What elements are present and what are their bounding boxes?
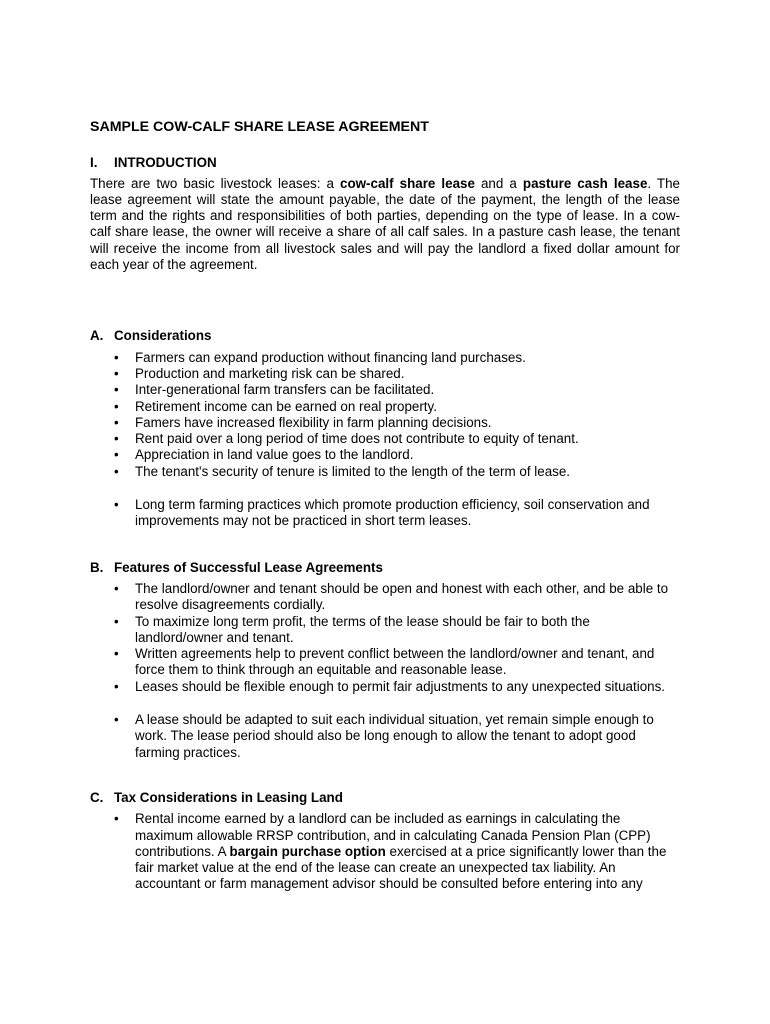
- bullet-icon: •: [114, 431, 119, 447]
- bullet-icon: •: [114, 646, 119, 662]
- bullet-icon: •: [114, 463, 119, 479]
- document-title: SAMPLE COW-CALF SHARE LEASE AGREEMENT: [90, 119, 429, 135]
- intro-text-2: and a: [474, 175, 523, 191]
- section-c-heading-text: Tax Considerations in Leasing Land: [114, 789, 343, 805]
- section-a-heading: [90, 328, 680, 344]
- section-a-list: [90, 350, 680, 480]
- bullet-icon: •: [114, 365, 119, 381]
- list-item: • Rent paid over a long period of time does not contribute to equity of tenant.: [90, 431, 680, 447]
- list-item: • Inter-generational farm transfers can be facilitated.: [90, 382, 680, 398]
- section-b-heading-text: Features of Successful Lease Agreements: [114, 559, 383, 575]
- section-b-list: [90, 581, 680, 695]
- list-item: • To maximize long term profit, the terms of the lease should be fair to both the landlord/owner and tenant.: [90, 614, 680, 647]
- intro-heading: [90, 155, 680, 171]
- section-c-heading: [90, 790, 680, 806]
- bullet-icon: •: [114, 497, 119, 513]
- intro-heading-text: INTRODUCTION: [114, 155, 217, 171]
- intro-number: I.: [90, 155, 98, 171]
- section-b-heading: [90, 560, 680, 576]
- section-a-number: A.: [90, 328, 104, 344]
- document-page: [90, 119, 680, 893]
- bargain-purchase-option-bold: bargain purchase option: [229, 843, 386, 859]
- list-item: • The tenant's security of tenure is limited to the length of the term of lease.: [90, 464, 680, 480]
- list-item: • Written agreements help to prevent conflict between the landlord/owner and tenant, and force them to think through an equitable and reasonable lease.: [90, 646, 680, 679]
- list-item: • Retirement income can be earned on real property.: [90, 399, 680, 415]
- list-item: • Leases should be flexible enough to permit fair adjustments to any unexpected situations.: [90, 679, 680, 695]
- bullet-icon: •: [114, 712, 119, 728]
- section-b-extra-list: [90, 712, 680, 761]
- intro-bold-cow-calf: cow-calf share lease: [340, 175, 475, 191]
- list-item: • Famers have increased flexibility in farm planning decisions.: [90, 415, 680, 431]
- section-a-extra-list: [90, 497, 680, 530]
- bullet-icon: •: [114, 811, 119, 827]
- section-c-number: C.: [90, 789, 104, 805]
- bullet-icon: •: [114, 580, 119, 596]
- bullet-icon: •: [114, 678, 119, 694]
- list-item: • Long term farming practices which promote production efficiency, soil conservation and improvements may not be practiced in short term leases.: [90, 497, 680, 530]
- bullet-icon: •: [114, 613, 119, 629]
- section-b-number: B.: [90, 559, 104, 575]
- intro-text-1: There are two basic livestock leases: a: [90, 175, 341, 191]
- section-c-list: [90, 811, 680, 892]
- list-item: • The landlord/owner and tenant should be open and honest with each other, and be able to resolve disagreements cordially.: [90, 581, 680, 614]
- bullet-icon: •: [114, 382, 119, 398]
- list-item: • Appreciation in land value goes to the landlord.: [90, 447, 680, 463]
- bullet-icon: •: [114, 414, 119, 430]
- list-item: • Farmers can expand production without financing land purchases.: [90, 350, 680, 366]
- bullet-icon: •: [114, 349, 119, 365]
- list-item: • A lease should be adapted to suit each individual situation, yet remain simple enough to work. The lease period should also be long enough to allow the tenant to adopt good farming practices.: [90, 712, 680, 761]
- list-item: • Rental income earned by a landlord can be included as earnings in calculating the maximum allowable RRSP contribution, and in calculating Canada Pension Plan (CPP) contributions. A bargain purchase option exercised at a price significantly lower than the fair market value at the end of the lease can create an unexpected tax liability. An accountant or farm management advisor should be consulted before entering into any: [90, 811, 680, 892]
- intro-bold-pasture: pasture cash lease: [522, 175, 648, 191]
- intro-text-3: . The lease agreement will state the amount payable, the date of the payment, the length of the lease term and the rights and responsibilities of both parties, depending on the type of lease. In a cow-calf share lease, the owner will receive a share of all calf sales. In a pasture cash lease, the tenant will receive the income from all livestock sales and will pay the landlord a fixed dollar amount for each year of the agreement.: [90, 175, 681, 273]
- bullet-icon: •: [114, 398, 119, 414]
- list-item: • Production and marketing risk can be shared.: [90, 366, 680, 382]
- section-a-heading-text: Considerations: [114, 328, 212, 344]
- intro-paragraph: [90, 176, 680, 274]
- bullet-icon: •: [114, 447, 119, 463]
